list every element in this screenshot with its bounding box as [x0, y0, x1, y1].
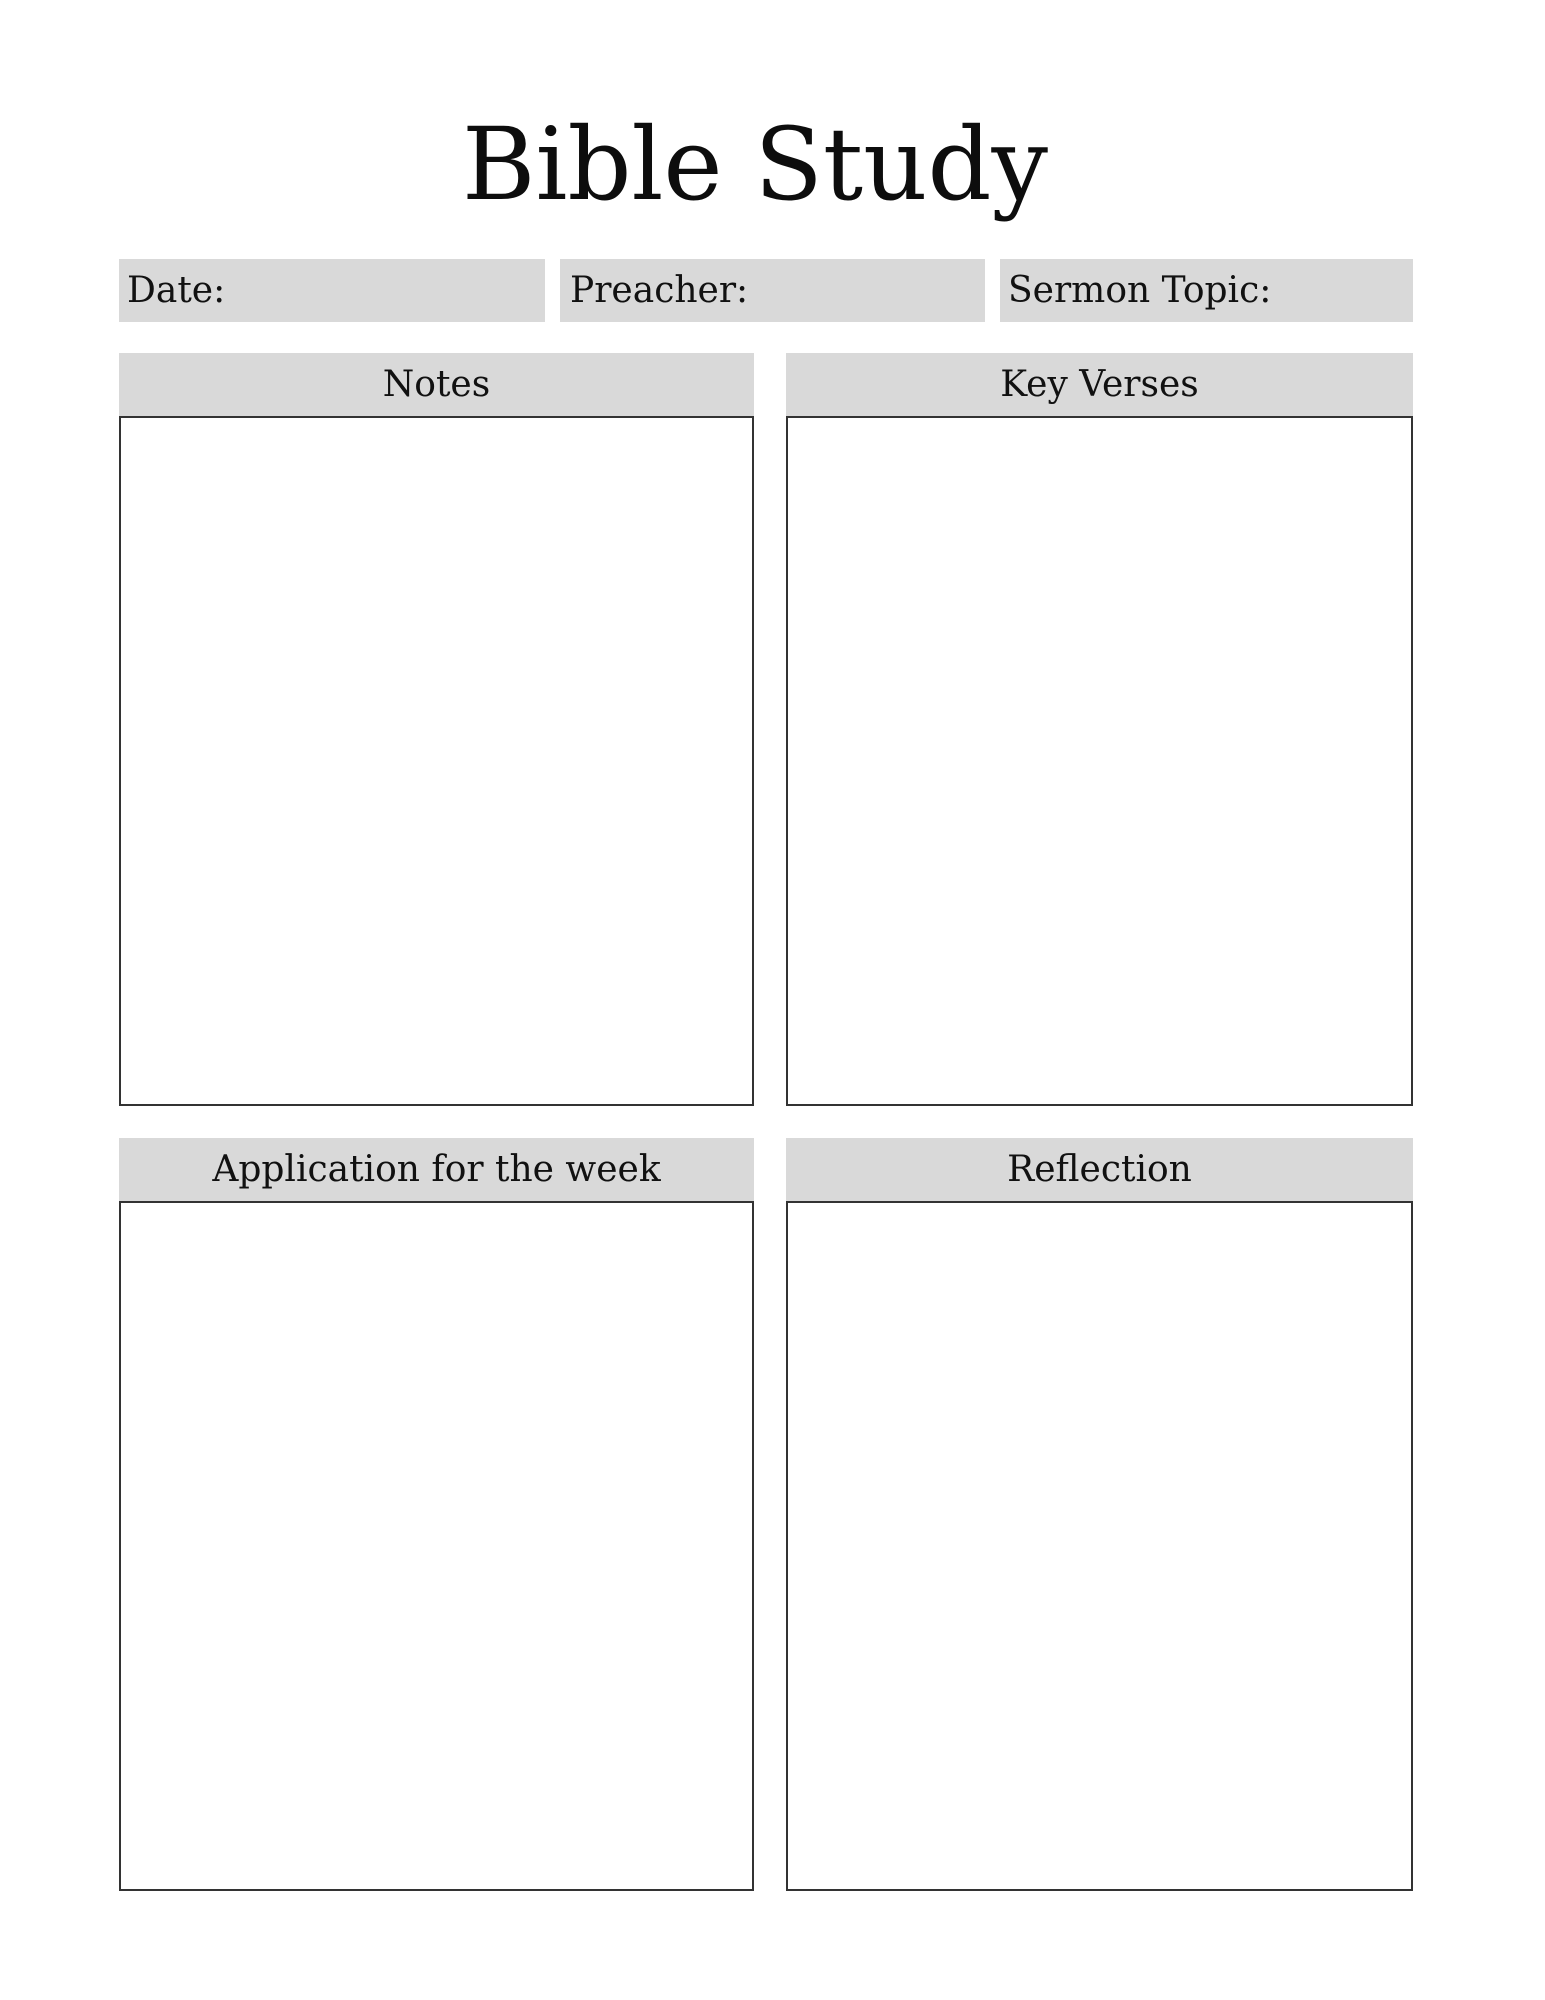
- application-header: Application for the week: [119, 1138, 754, 1201]
- preacher-label: Preacher:: [570, 270, 749, 311]
- application-box[interactable]: [119, 1201, 754, 1891]
- notes-box[interactable]: [119, 416, 754, 1106]
- preacher-field[interactable]: [560, 259, 985, 322]
- key-verses-box[interactable]: [786, 416, 1413, 1106]
- date-label: Date:: [127, 270, 226, 311]
- reflection-box[interactable]: [786, 1201, 1413, 1891]
- sermon-topic-label: Sermon Topic:: [1008, 270, 1272, 311]
- sermon-topic-field[interactable]: [1000, 259, 1413, 322]
- reflection-header: Reflection: [786, 1138, 1413, 1201]
- key-verses-header: Key Verses: [786, 353, 1413, 416]
- notes-header: Notes: [119, 353, 754, 416]
- date-field[interactable]: [119, 259, 545, 322]
- page-title: Bible Study: [461, 106, 1049, 223]
